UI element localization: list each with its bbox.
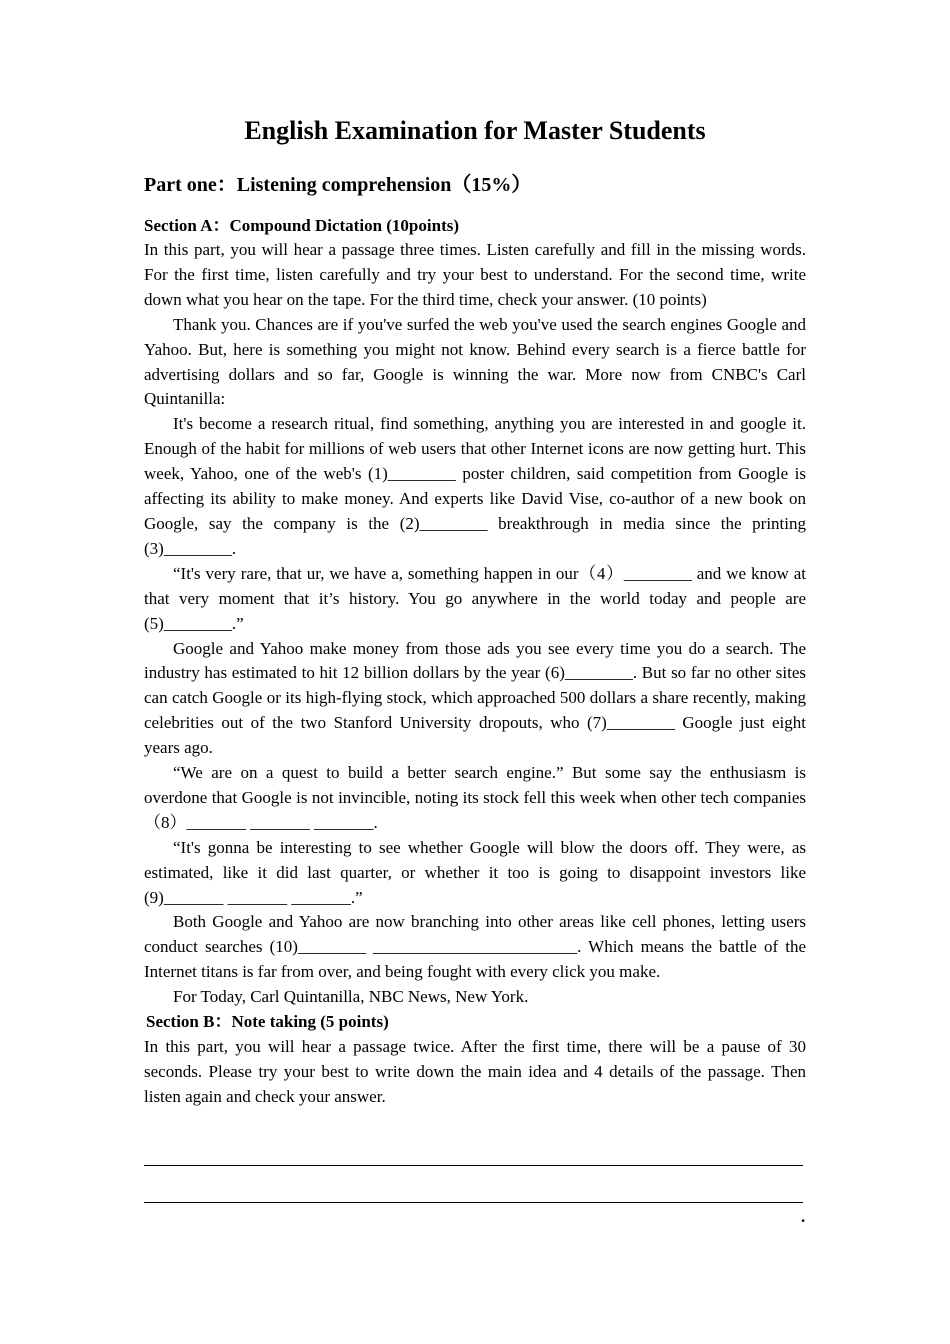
section-b-instructions: In this part, you will hear a passage twice. After the first time, there will be a pause of 30 seconds. Please try your best to write down the main idea and 4 details of the passage. Then listen again and check your answer. [144, 1037, 806, 1106]
passage-paragraph: Both Google and Yahoo are now branching into other areas like cell phones, letting users conduct searches (10)________ ________________________. Which means the battle of the Internet titans is far from over, and being fought with every click you make. [144, 912, 806, 982]
section-a-instructions: In this part, you will hear a passage three times. Listen carefully and fill in the missing words. For the first time, listen carefully and try your best to understand. For the second time, write down what you hear on the tape. For the third time, check your answer. (10 points) [144, 240, 806, 309]
passage-paragraph: “We are on a quest to build a better search engine.” But some say the enthusiasm is overdone that Google is not invincible, noting its stock fell this week when other tech companies（8）_______ _______ _______. [144, 763, 806, 832]
part-one-heading: Part one：Listening comprehension（15%） [144, 174, 532, 196]
passage-paragraph: Google and Yahoo make money from those ads you see every time you do a search. The industry has estimated to hit 12 billion dollars by the year (6)________. But so far no other sites can catch Google or its high-flying stock, which approached 500 dollars a share recently, making celebrities out of the two Stanford University dropouts, who (7)________ Google just eight years ago. [144, 638, 806, 758]
passage-paragraph: It's become a research ritual, find something, anything you are interested in and google it. Enough of the habit for millions of web users that other Internet icons are now getting hurt. This week, Yahoo, one of the web's (1)________ poster children, said competition from Google is affecting its ability to make money. And experts like David Vise, co-author of a new book on Google, say the company is the (2)________ breakthrough in media since the printing (3)________. [144, 414, 806, 558]
answer-line[interactable] [144, 1165, 803, 1166]
page-title: English Examination for Master Students [244, 116, 706, 145]
answer-line[interactable] [144, 1202, 803, 1203]
passage-paragraph: Thank you. Chances are if you've surfed the web you've used the search engines Google and Yahoo. But, here is something you might not know. Behind every search is a fierce battle for advertising dollars and so far, Google is winning the war. More now from CNBC's Carl Quintanilla: [144, 314, 806, 409]
passage-paragraph: “It's very rare, that ur, we have a, something happen in our（4）________ and we know at that very moment that it’s history. You go anywhere in the world today and people are (5)________.” [144, 563, 806, 633]
answer-lines [144, 1165, 806, 1239]
section-a-heading: Section A：Compound Dictation (10points) [144, 216, 460, 235]
passage-paragraph: For Today, Carl Quintanilla, NBC News, New York. [173, 987, 529, 1007]
exam-body [144, 238, 806, 1110]
passage-paragraph: “It's gonna be interesting to see whether Google will blow the doors off. They were, as estimated, like it did last quarter, or whether it too is going to disappoint investors like (9)_______ _______ _______.” [144, 837, 806, 907]
section-b-heading: Section B：Note taking (5 points) [146, 1012, 389, 1032]
end-mark: . [801, 1207, 806, 1226]
